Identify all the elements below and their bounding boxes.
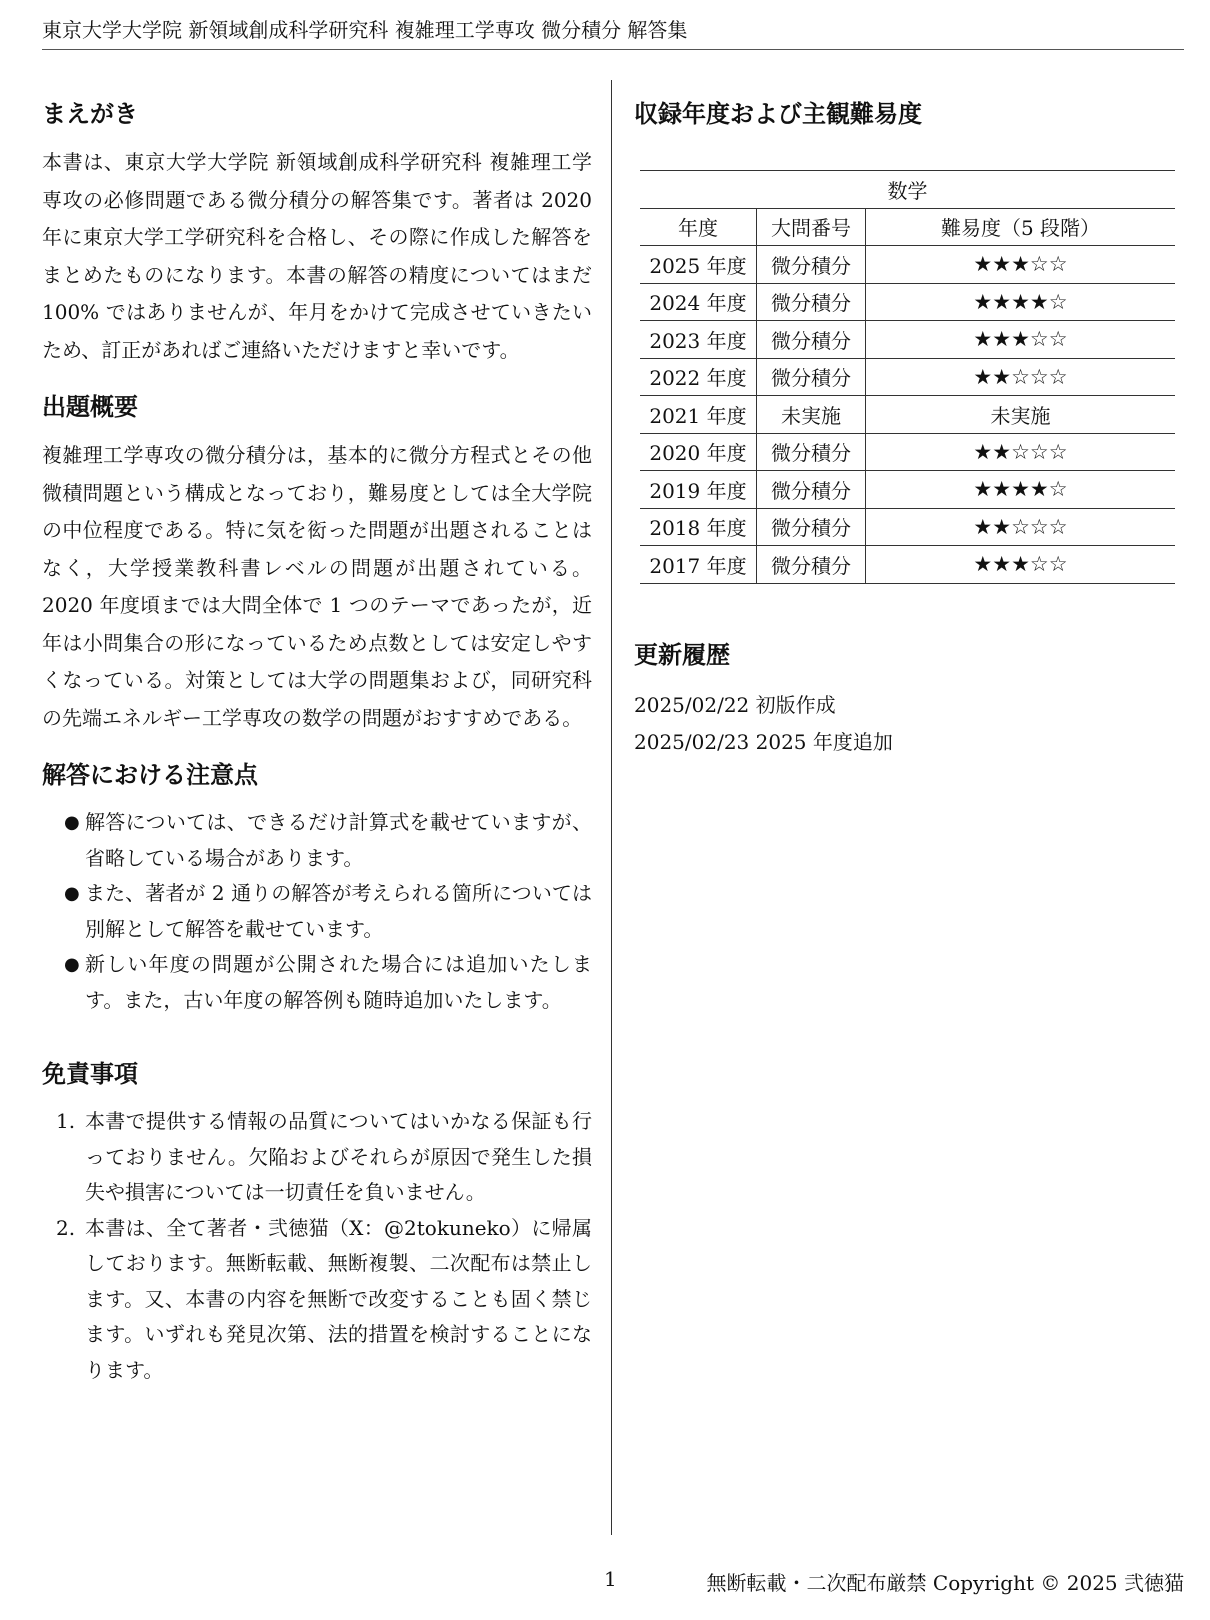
row-rating: ★★★★☆: [866, 283, 1176, 321]
row-year: 2022 年度: [640, 358, 757, 396]
table-row: [640, 396, 1175, 434]
history-entry: 2025/02/23 2025 年度追加: [634, 729, 893, 754]
row-rating: ★★★☆☆: [866, 546, 1176, 584]
table-row: [640, 246, 1175, 284]
list-item: [42, 876, 592, 947]
list-item: [42, 947, 592, 1018]
preface-section: [42, 98, 592, 369]
table-row: [640, 546, 1175, 584]
difficulty-table: [640, 170, 1175, 584]
copyright-notice: 無断転載・二次配布厳禁 Copyright © 2025 弐徳猫: [706, 1571, 1184, 1595]
difficulty-heading: 収録年度および主観難易度: [634, 100, 922, 128]
row-year: 2019 年度: [640, 471, 757, 509]
row-topic: 微分積分: [757, 321, 866, 359]
row-rating: 未実施: [866, 396, 1176, 434]
notes-section: [42, 759, 592, 1018]
row-topic: 微分積分: [757, 508, 866, 546]
left-column: [42, 98, 592, 1388]
column-divider: [611, 80, 612, 1535]
row-rating: ★★☆☆☆: [866, 433, 1176, 471]
table-row: [640, 283, 1175, 321]
bullet-icon: ●: [64, 883, 80, 904]
row-topic: 微分積分: [757, 433, 866, 471]
preface-heading: まえがき: [42, 100, 138, 128]
disclaimer-heading: 免責事項: [42, 1060, 138, 1088]
table-row: [640, 321, 1175, 359]
list-item: [42, 1211, 592, 1389]
row-rating: ★★☆☆☆: [866, 508, 1176, 546]
notes-list: [42, 805, 592, 1018]
item-number: 2.: [56, 1215, 76, 1240]
row-topic: 微分積分: [757, 358, 866, 396]
notes-heading: 解答における注意点: [42, 761, 258, 789]
overview-section: [42, 391, 592, 737]
row-year: 2020 年度: [640, 433, 757, 471]
disclaimer-text: 本書で提供する情報の品質についてはいかなる保証も行っておりません。欠陥およびそれらが原因で発生した損失や損害については一切責任を負いません。: [85, 1109, 592, 1204]
list-item: [42, 1104, 592, 1211]
history-entry: 2025/02/22 初版作成: [634, 692, 836, 717]
row-topic: 未実施: [757, 396, 866, 434]
running-header: 東京大学大学院 新領域創成科学研究科 複雑理工学専攻 微分積分 解答集: [42, 18, 688, 42]
row-year: 2025 年度: [640, 246, 757, 284]
row-year: 2023 年度: [640, 321, 757, 359]
table-caption: 数学: [640, 171, 1175, 209]
bullet-icon: ●: [64, 812, 80, 833]
table-row: [640, 471, 1175, 509]
overview-text: 複雑理工学専攻の微分積分は，基本的に微分方程式とその他微積問題という構成となっており，難易度としては全大学院の中位程度である。特に気を衒った問題が出題されることはなく，大学授業教科書レベルの問題が出題されている。2020 年度頃までは大問全体で 1 つのテーマであったが，近年は小問集合の形になっているため点数としては安定しやすくなっている。対策としては大学の問題集および，同研究科の先端エネルギー工学専攻の数学の問題がおすすめである。: [42, 443, 592, 730]
item-number: 1.: [56, 1109, 76, 1133]
overview-heading: 出題概要: [42, 393, 138, 421]
column-header-year: 年度: [640, 208, 757, 246]
header-rule: [42, 49, 1184, 50]
note-text: 新しい年度の問題が公開された場合には追加いたします。また，古い年度の解答例も随時追加いたします。: [85, 952, 592, 1012]
row-topic: 微分積分: [757, 471, 866, 509]
list-item: [42, 805, 592, 876]
table-row: [640, 358, 1175, 396]
column-header-difficulty: 難易度（5 段階）: [866, 208, 1176, 246]
history-heading: 更新履歴: [634, 640, 730, 669]
row-rating: ★★☆☆☆: [866, 358, 1176, 396]
row-topic: 微分積分: [757, 546, 866, 584]
bullet-icon: ●: [64, 954, 80, 975]
row-rating: ★★★★☆: [866, 471, 1176, 509]
row-topic: 微分積分: [757, 246, 866, 284]
right-column: [634, 98, 1184, 761]
note-text: 解答については、できるだけ計算式を載せていますが、省略している場合があります。: [85, 810, 592, 870]
preface-text: 本書は、東京大学大学院 新領域創成科学研究科 複雑理工学専攻の必修問題である微分積分の解答集です。著者は 2020 年に東京大学工学研究科を合格し、その際に作成した解答をまとめたものになります。本書の解答の精度についてはまだ 100% ではありませんが、年月をかけて完成させていきたいため、訂正があればご連絡いただけますと幸いです。: [42, 150, 592, 362]
page-number: 1: [604, 1567, 617, 1591]
column-header-question: 大問番号: [757, 208, 866, 246]
row-year: 2017 年度: [640, 546, 757, 584]
row-year: 2024 年度: [640, 283, 757, 321]
row-topic: 微分積分: [757, 283, 866, 321]
table-row: [640, 508, 1175, 546]
disclaimer-section: [42, 1058, 592, 1388]
disclaimer-list: [42, 1104, 592, 1388]
row-year: 2021 年度: [640, 396, 757, 434]
row-rating: ★★★☆☆: [866, 246, 1176, 284]
row-year: 2018 年度: [640, 508, 757, 546]
note-text: また、著者が 2 通りの解答が考えられる箇所については別解として解答を載せています。: [85, 881, 592, 941]
disclaimer-text: 本書は、全て著者・弐徳猫（X：@2tokuneko）に帰属しております。無断転載、無断複製、二次配布は禁止します。又、本書の内容を無断で改変することも固く禁じます。いずれも発見次第、法的措置を検討することになります。: [85, 1215, 592, 1382]
row-rating: ★★★☆☆: [866, 321, 1176, 359]
table-row: [640, 433, 1175, 471]
